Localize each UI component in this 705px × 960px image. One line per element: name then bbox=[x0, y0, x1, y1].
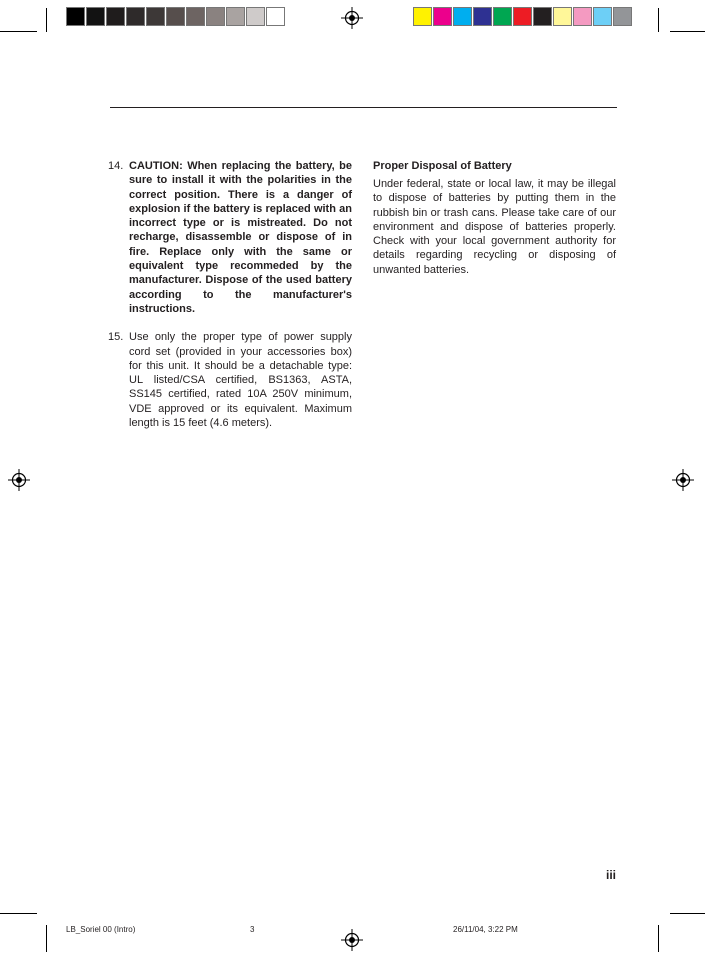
color-swatch bbox=[246, 7, 265, 26]
color-swatch bbox=[106, 7, 125, 26]
color-swatch bbox=[413, 7, 432, 26]
registration-mark-icon bbox=[8, 469, 30, 491]
registration-mark-icon bbox=[672, 469, 694, 491]
color-swatch bbox=[513, 7, 532, 26]
color-swatch bbox=[146, 7, 165, 26]
color-swatch bbox=[533, 7, 552, 26]
footer-sheet-number: 3 bbox=[250, 925, 255, 934]
crop-mark bbox=[670, 31, 705, 32]
crop-mark bbox=[46, 925, 47, 952]
caution-item bbox=[108, 159, 352, 316]
item-number: 15. bbox=[108, 331, 124, 344]
disposal-body: Under federal, state or local law, it may be illegal to dispose of batteries by putting them in the rubbish bin or trash cans. Please take care of our environment and dispose of batteries properly. Check with your local government authority for details regarding recycling or disposing of unwanted batteries. bbox=[373, 178, 616, 276]
item-number: 14. bbox=[108, 160, 124, 172]
crop-mark bbox=[670, 913, 705, 914]
crop-mark bbox=[0, 31, 37, 32]
color-swatch bbox=[86, 7, 105, 26]
color-swatch bbox=[226, 7, 245, 26]
color-swatch bbox=[573, 7, 592, 26]
color-swatch bbox=[553, 7, 572, 26]
footer-timestamp: 26/11/04, 3:22 PM bbox=[453, 925, 518, 934]
left-column bbox=[108, 159, 352, 444]
right-column bbox=[373, 159, 616, 277]
footer-file-name: LB_Soriel 00 (Intro) bbox=[66, 925, 136, 934]
caution-lead: CAUTION: bbox=[129, 160, 183, 172]
crop-mark bbox=[658, 8, 659, 32]
color-swatch bbox=[126, 7, 145, 26]
color-swatch bbox=[593, 7, 612, 26]
power-cord-item bbox=[108, 330, 352, 430]
color-swatch bbox=[473, 7, 492, 26]
page-number: iii bbox=[605, 868, 616, 882]
color-swatch bbox=[453, 7, 472, 26]
crop-mark bbox=[658, 925, 659, 952]
caution-body: When replacing the battery, be sure to install it with the polarities in the correct position. There is a danger of explosion if the battery is replaced with an incorrect type or is mistreated. Do not recharge, disassemble or dispose of in fire. Replace only with the same or equivalent type recommeded by the manufacturer. Dispose of the used battery according to the manufacturer's instructions. bbox=[129, 160, 352, 315]
disposal-heading: Proper Disposal of Battery bbox=[373, 160, 512, 172]
color-swatch bbox=[493, 7, 512, 26]
process-color-bar bbox=[413, 7, 633, 26]
color-swatch bbox=[206, 7, 225, 26]
registration-mark-icon bbox=[341, 7, 363, 29]
color-swatch bbox=[166, 7, 185, 26]
crop-mark bbox=[0, 913, 37, 914]
caution-text bbox=[129, 159, 352, 316]
grayscale-color-bar bbox=[66, 7, 286, 26]
power-cord-text: Use only the proper type of power supply cord set (provided in your accessories box) for this unit. It should be a detachable type: UL listed/CSA certified, BS1363, ASTA, SS145 certified, rated 10A 250V minimum, VDE approved or its equivalent. Maximum length is 15 feet (4.6 meters). bbox=[129, 331, 352, 430]
color-swatch bbox=[613, 7, 632, 26]
color-swatch bbox=[66, 7, 85, 26]
color-swatch bbox=[266, 7, 285, 26]
crop-mark bbox=[46, 8, 47, 32]
color-swatch bbox=[186, 7, 205, 26]
color-swatch bbox=[433, 7, 452, 26]
header-rule bbox=[110, 107, 617, 108]
registration-mark-icon bbox=[341, 929, 363, 951]
